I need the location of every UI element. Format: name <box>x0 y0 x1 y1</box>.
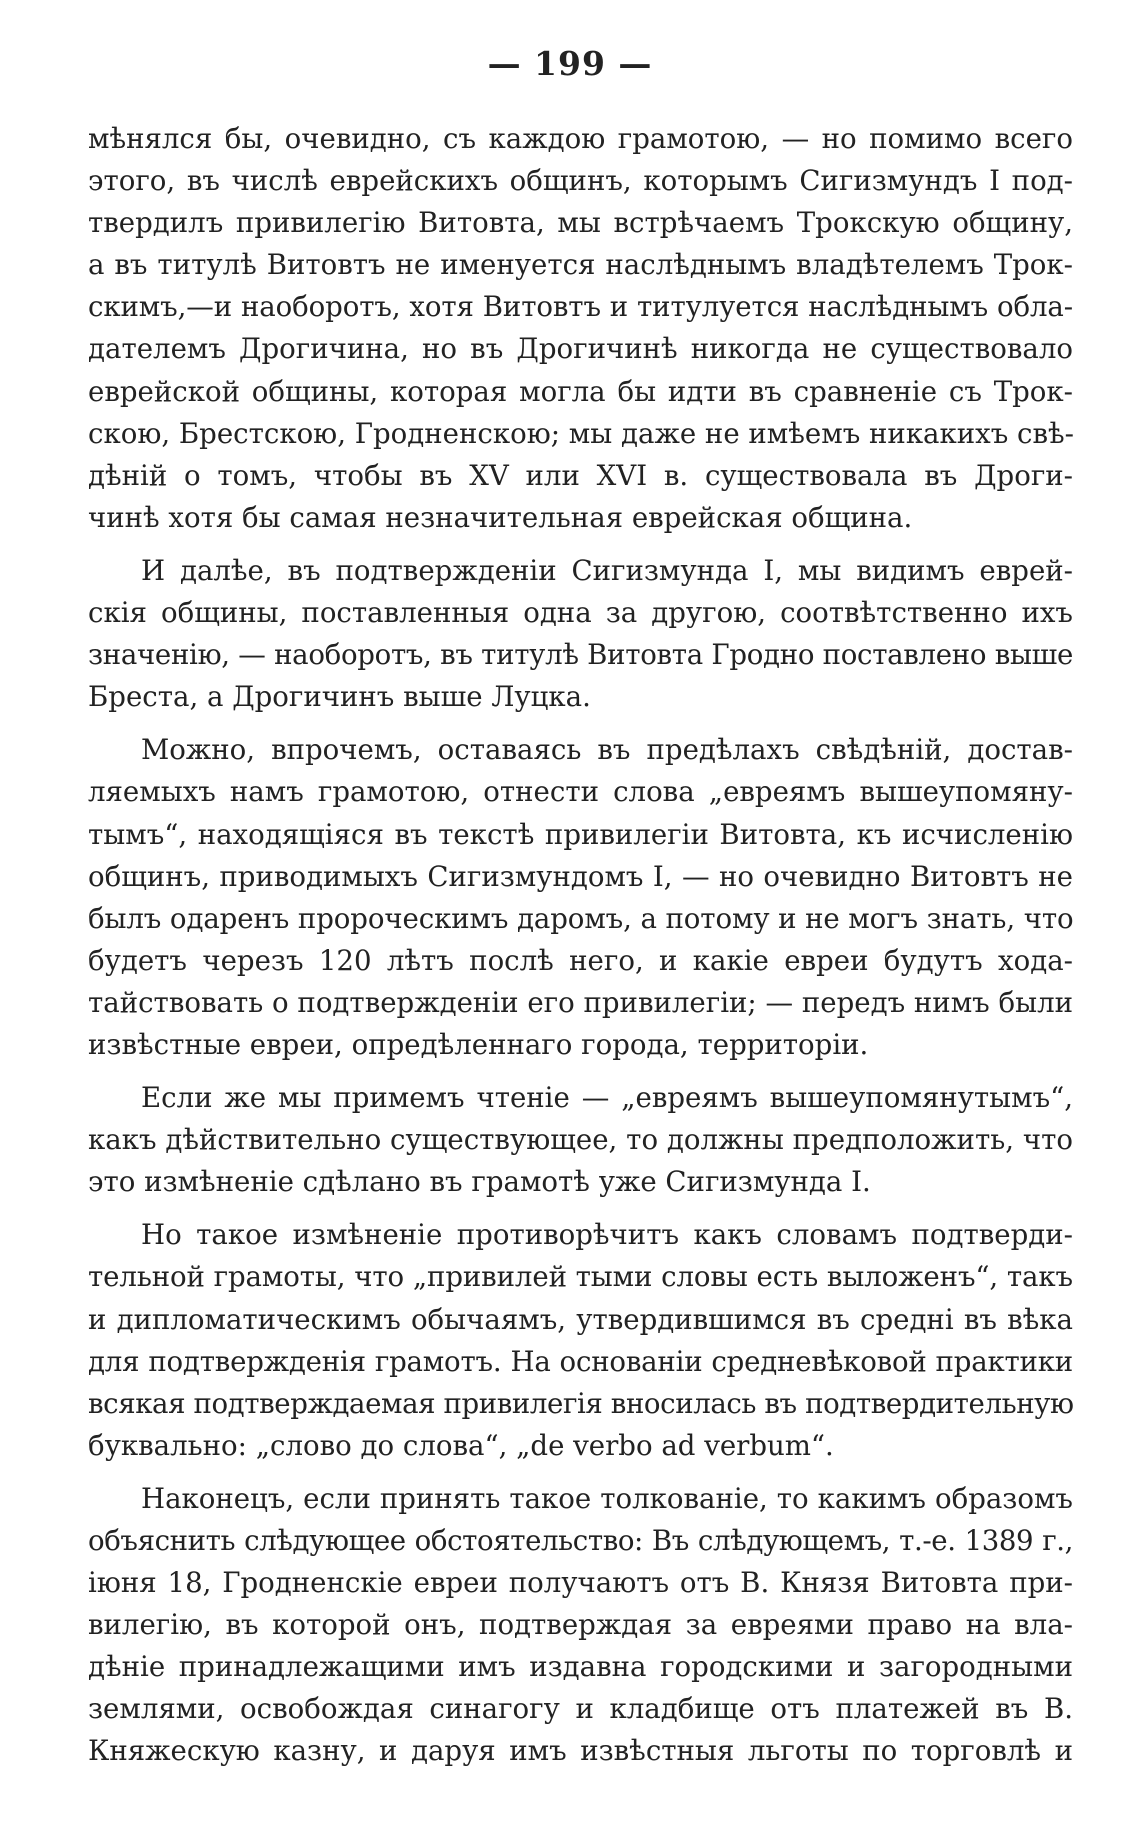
text-line: іюня 18, Гродненскіе евреи получаютъ отъ В. Князя Витовта при- <box>88 1566 1073 1600</box>
text-line: тайствовать о подтвержденіи его привилегіи; — передъ нимъ были <box>88 985 1073 1019</box>
text-line: мѣнялся бы, очевидно, съ каждою грамотою, — но помимо всего <box>88 122 1073 155</box>
paragraph <box>88 118 1073 539</box>
text-line: Бреста, а Дрогичинъ выше Луцка. <box>88 680 591 714</box>
text-line: скою, Брестскою, Гродненскою; мы даже не имѣемъ никакихъ свѣ- <box>88 416 1074 450</box>
text-line: извѣстные евреи, опредѣленнаго города, территоріи. <box>88 1027 869 1061</box>
text-line: буквально: „слово до слова“, „de verbo ad verbum“. <box>88 1428 834 1462</box>
paragraph <box>88 729 1073 1066</box>
text-line: объяснить слѣдующее обстоятельство: Въ слѣдующемъ, т.-е. 1389 г., <box>88 1524 1073 1557</box>
text-line: дателемъ Дрогичина, но въ Дрогичинѣ никогда не существовало <box>88 332 1073 366</box>
text-line: Если же мы примемъ чтеніе — „евреямъ вышеупомянутымъ“, <box>141 1081 1073 1115</box>
text-line: землями, освобождая синагогу и кладбище отъ платежей въ В. <box>88 1692 1073 1726</box>
text-line: дѣніе принадлежащими имъ издавна городскими и загородными <box>88 1650 1073 1684</box>
text-line: тельной грамоты, что „привилей тыми словы есть выложенъ“, такъ <box>88 1260 1073 1294</box>
text-line: этого, въ числѣ еврейскихъ общинъ, которымъ Сигизмундъ I под- <box>88 164 1073 198</box>
text-line: Можно, впрочемъ, оставаясь въ предѣлахъ свѣдѣній, достав- <box>141 733 1073 767</box>
text-line: скія общины, поставленныя одна за другою, соотвѣтственно ихъ <box>88 596 1073 630</box>
paragraph <box>88 550 1073 718</box>
text-line: Наконецъ, если принять такое толкованіе, то какимъ образомъ <box>141 1481 1073 1515</box>
text-line: тымъ“, находящіяся въ текстѣ привилегіи Витовта, къ исчисленію <box>88 817 1073 851</box>
text-line: всякая подтверждаемая привилегія вносилась въ подтвердительную <box>88 1386 1074 1420</box>
text-line: чинѣ хотя бы самая незначительная еврейская община. <box>88 500 913 534</box>
text-line: это измѣненіе сдѣлано въ грамотѣ уже Сигизмунда I. <box>88 1165 871 1199</box>
text-line: былъ одаренъ пророческимъ даромъ, а потому и не могъ знать, что <box>88 901 1074 935</box>
text-line: еврейской общины, которая могла бы идти въ сравненіе съ Трок- <box>88 374 1073 408</box>
text-line: скимъ,—и наоборотъ, хотя Витовтъ и титулуется наслѣднымъ обла- <box>88 290 1073 324</box>
text-line: ляемыхъ намъ грамотою, отнести слова „евреямъ вышеупомяну- <box>88 775 1073 809</box>
text-line: будетъ черезъ 120 лѣтъ послѣ него, и какіе евреи будутъ хода- <box>88 943 1073 977</box>
paragraph <box>88 1077 1073 1203</box>
paragraph <box>88 1478 1073 1773</box>
text-line: какъ дѣйствительно существующее, то должны предположить, что <box>88 1123 1073 1157</box>
text-line: значенію, — наоборотъ, въ титулѣ Витовта Гродно поставлено выше <box>88 638 1073 672</box>
body-text <box>88 118 1073 1773</box>
text-line: общинъ, приводимыхъ Сигизмундомъ I, — но очевидно Витовтъ не <box>88 859 1073 893</box>
text-line: твердилъ привилегію Витовта, мы встрѣчаемъ Трокскую общину, <box>88 206 1073 240</box>
page-number: — 199 — <box>487 44 653 83</box>
text-line: а въ титулѣ Витовтъ не именуется наслѣднымъ владѣтелемъ Трок- <box>88 248 1073 282</box>
text-line: Княжескую казну, и даруя имъ извѣстныя льготы по торговлѣ и <box>88 1734 1073 1768</box>
text-line: и дипломатическимъ обычаямъ, утвердившимся въ средні въ вѣка <box>88 1302 1073 1336</box>
paragraph <box>88 1214 1073 1467</box>
text-line: Но такое измѣненіе противорѣчитъ какъ словамъ подтверди- <box>141 1218 1073 1252</box>
text-line: И далѣе, въ подтвержденіи Сигизмунда I, мы видимъ еврей- <box>141 553 1073 587</box>
text-line: для подтвержденія грамотъ. На основаніи средневѣковой практики <box>88 1344 1073 1378</box>
text-line: вилегію, въ которой онъ, подтверждая за евреями право на вла- <box>88 1608 1073 1642</box>
text-line: дѣній о томъ, чтобы въ XV или XVI в. существовала въ Дроги- <box>88 458 1073 492</box>
